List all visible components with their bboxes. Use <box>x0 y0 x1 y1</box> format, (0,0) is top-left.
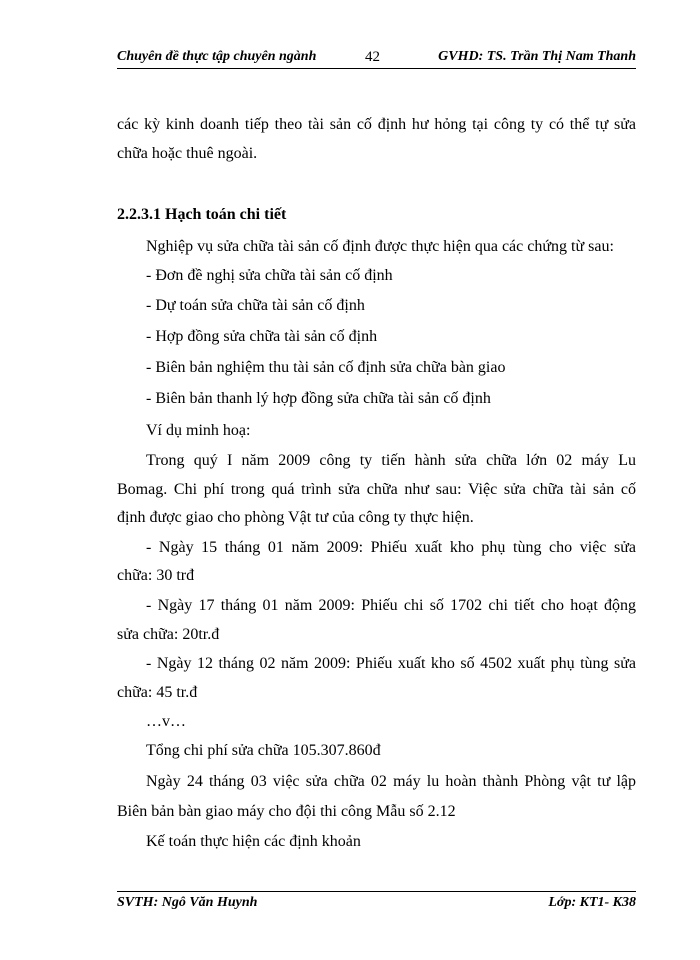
doc-item: - Dự toán sửa chữa tài sản cố định <box>146 297 365 314</box>
page-footer <box>117 895 636 913</box>
intro-line-2: chữa hoặc thuê ngoài. <box>117 145 258 162</box>
doc-item: - Đơn đề nghị sửa chữa tài sản cố định <box>146 267 393 284</box>
footer-divider <box>117 891 636 892</box>
total-cost: Tổng chi phí sửa chữa 105.307.860đ <box>146 742 381 759</box>
docs-intro: Nghiệp vụ sửa chữa tài sản cố định được thực hiện qua các chứng từ sau: <box>146 238 614 255</box>
section-title: 2.2.3.1 Hạch toán chi tiết <box>117 206 287 223</box>
expense-item-3: - Ngày 12 tháng 02 năm 2009: Phiếu xuất kho số 4502 xuất phụ tùng sửa <box>146 655 636 672</box>
expense-item-1-cont: chữa: 30 trđ <box>117 567 195 584</box>
expense-item-3-cont: chữa: 45 tr.đ <box>117 684 198 701</box>
expense-item-2-cont: sửa chữa: 20tr.đ <box>117 626 220 643</box>
example-line-2: Bomag. Chi phí trong quá trình sửa chữa như sau: Việc sửa chữa tài sản cố <box>117 481 636 498</box>
doc-item: - Biên bản thanh lý hợp đồng sửa chữa tài sản cố định <box>146 390 491 407</box>
completion-line-1: Ngày 24 tháng 03 việc sửa chữa 02 máy lu hoàn thành Phòng vật tư lập <box>146 773 636 790</box>
header-title: Chuyên đề thực tập chuyên ngành <box>117 49 317 64</box>
page-number: 42 <box>365 49 380 65</box>
example-label: Ví dụ minh hoạ: <box>146 422 251 439</box>
doc-item: - Hợp đồng sửa chữa tài sản cố định <box>146 328 378 345</box>
expense-item-1: - Ngày 15 tháng 01 năm 2009: Phiếu xuất kho phụ tùng cho việc sửa <box>146 539 636 556</box>
header-advisor: GVHD: TS. Trần Thị Nam Thanh <box>438 49 636 64</box>
page-header <box>117 47 636 67</box>
expense-item-2: - Ngày 17 tháng 01 năm 2009: Phiếu chi số 1702 chi tiết cho hoạt động <box>146 597 636 614</box>
doc-item: - Biên bản nghiệm thu tài sản cố định sửa chữa bàn giao <box>146 359 506 376</box>
example-line-3: định được giao cho phòng Vật tư của công ty thực hiện. <box>117 509 474 526</box>
example-line-1: Trong quý I năm 2009 công ty tiến hành sửa chữa lớn 02 máy Lu <box>146 452 636 469</box>
accounting-line: Kế toán thực hiện các định khoản <box>146 833 361 850</box>
completion-line-2: Biên bản bàn giao máy cho đội thi công Mẫu số 2.12 <box>117 803 456 820</box>
ellipsis: …v… <box>146 713 186 730</box>
footer-student: SVTH: Ngô Văn Huynh <box>117 895 258 910</box>
intro-line-1: các kỳ kinh doanh tiếp theo tài sản cố định hư hỏng tại công ty có thể tự sửa <box>117 116 636 133</box>
footer-class: Lớp: KT1- K38 <box>548 895 636 910</box>
header-divider <box>117 68 636 69</box>
